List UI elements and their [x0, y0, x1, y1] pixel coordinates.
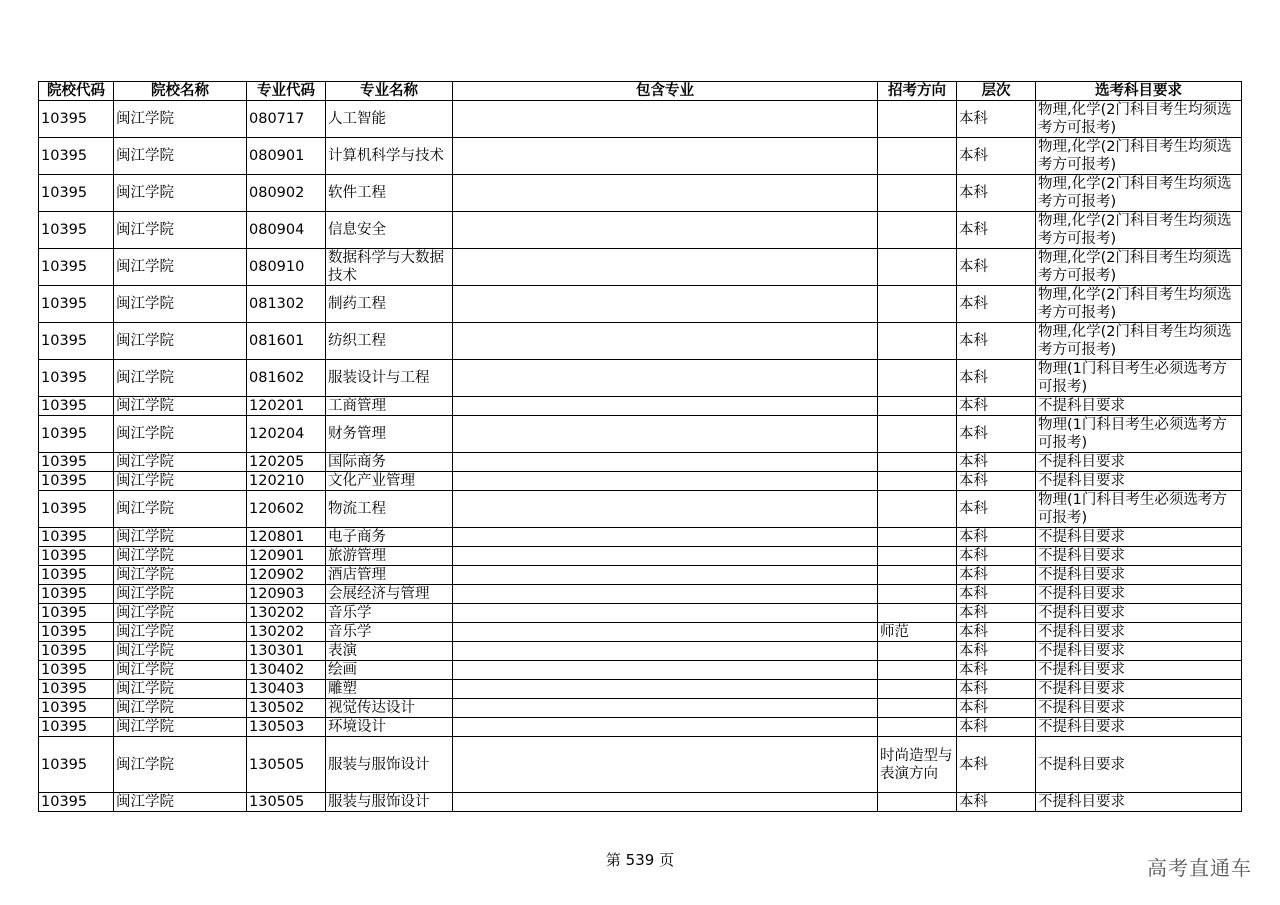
table-body	[39, 101, 1242, 812]
cell-level: 本科	[957, 175, 1036, 212]
admissions-table	[38, 81, 1242, 812]
cell-school-code: 10395	[39, 623, 114, 642]
cell-major-code: 120602	[247, 491, 326, 528]
cell-direction	[878, 585, 957, 604]
cell-major-code: 080901	[247, 138, 326, 175]
cell-included-majors	[453, 680, 878, 699]
cell-included-majors	[453, 661, 878, 680]
cell-direction	[878, 212, 957, 249]
cell-level: 本科	[957, 528, 1036, 547]
cell-school-code: 10395	[39, 491, 114, 528]
cell-included-majors	[453, 472, 878, 491]
cell-major-code: 120903	[247, 585, 326, 604]
cell-subject-requirement: 不提科目要求	[1036, 699, 1242, 718]
table-row	[39, 585, 1242, 604]
cell-subject-requirement: 不提科目要求	[1036, 472, 1242, 491]
cell-included-majors	[453, 249, 878, 286]
table-row	[39, 249, 1242, 286]
cell-level: 本科	[957, 680, 1036, 699]
cell-included-majors	[453, 547, 878, 566]
cell-direction	[878, 286, 957, 323]
header-major-name: 专业名称	[326, 82, 453, 101]
cell-school-name: 闽江学院	[114, 585, 247, 604]
cell-subject-requirement: 物理,化学(2门科目考生均须选考方可报考)	[1036, 286, 1242, 323]
cell-direction	[878, 175, 957, 212]
table-row	[39, 566, 1242, 585]
cell-level: 本科	[957, 453, 1036, 472]
cell-school-code: 10395	[39, 699, 114, 718]
cell-direction	[878, 642, 957, 661]
cell-school-code: 10395	[39, 249, 114, 286]
cell-school-name: 闽江学院	[114, 680, 247, 699]
cell-subject-requirement: 物理(1门科目考生必须选考方可报考)	[1036, 360, 1242, 397]
cell-subject-requirement: 不提科目要求	[1036, 547, 1242, 566]
cell-major-name: 服装与服饰设计	[326, 793, 453, 812]
table-row	[39, 397, 1242, 416]
cell-direction	[878, 604, 957, 623]
cell-school-name: 闽江学院	[114, 472, 247, 491]
table-row	[39, 360, 1242, 397]
cell-subject-requirement: 不提科目要求	[1036, 680, 1242, 699]
cell-school-name: 闽江学院	[114, 793, 247, 812]
cell-school-name: 闽江学院	[114, 397, 247, 416]
cell-major-name: 音乐学	[326, 604, 453, 623]
cell-school-code: 10395	[39, 680, 114, 699]
cell-included-majors	[453, 623, 878, 642]
cell-major-code: 130202	[247, 604, 326, 623]
cell-school-name: 闽江学院	[114, 249, 247, 286]
cell-included-majors	[453, 566, 878, 585]
cell-included-majors	[453, 737, 878, 793]
cell-included-majors	[453, 323, 878, 360]
cell-included-majors	[453, 491, 878, 528]
cell-subject-requirement: 不提科目要求	[1036, 585, 1242, 604]
cell-level: 本科	[957, 623, 1036, 642]
cell-level: 本科	[957, 286, 1036, 323]
cell-level: 本科	[957, 642, 1036, 661]
cell-direction	[878, 699, 957, 718]
cell-level: 本科	[957, 212, 1036, 249]
cell-subject-requirement: 物理(1门科目考生必须选考方可报考)	[1036, 491, 1242, 528]
cell-direction	[878, 793, 957, 812]
table-row	[39, 604, 1242, 623]
cell-major-name: 旅游管理	[326, 547, 453, 566]
cell-major-code: 130505	[247, 737, 326, 793]
cell-school-name: 闽江学院	[114, 323, 247, 360]
cell-subject-requirement: 物理,化学(2门科目考生均须选考方可报考)	[1036, 249, 1242, 286]
cell-school-name: 闽江学院	[114, 642, 247, 661]
cell-major-name: 音乐学	[326, 623, 453, 642]
cell-included-majors	[453, 138, 878, 175]
cell-major-code: 130503	[247, 718, 326, 737]
cell-included-majors	[453, 718, 878, 737]
cell-school-name: 闽江学院	[114, 491, 247, 528]
cell-school-code: 10395	[39, 642, 114, 661]
cell-direction	[878, 718, 957, 737]
cell-subject-requirement: 不提科目要求	[1036, 718, 1242, 737]
cell-level: 本科	[957, 138, 1036, 175]
cell-level: 本科	[957, 547, 1036, 566]
cell-major-code: 120201	[247, 397, 326, 416]
cell-included-majors	[453, 286, 878, 323]
cell-included-majors	[453, 101, 878, 138]
table-row	[39, 547, 1242, 566]
cell-school-code: 10395	[39, 138, 114, 175]
watermark: 高考直通车	[1147, 856, 1252, 880]
cell-subject-requirement: 不提科目要求	[1036, 623, 1242, 642]
cell-school-code: 10395	[39, 737, 114, 793]
table-row	[39, 528, 1242, 547]
cell-school-code: 10395	[39, 585, 114, 604]
cell-school-name: 闽江学院	[114, 416, 247, 453]
cell-level: 本科	[957, 793, 1036, 812]
cell-major-name: 制药工程	[326, 286, 453, 323]
cell-direction	[878, 453, 957, 472]
header-subject-requirement: 选考科目要求	[1036, 82, 1242, 101]
cell-school-name: 闽江学院	[114, 360, 247, 397]
cell-direction	[878, 397, 957, 416]
cell-subject-requirement: 物理(1门科目考生必须选考方可报考)	[1036, 416, 1242, 453]
cell-major-name: 纺织工程	[326, 323, 453, 360]
table-row	[39, 323, 1242, 360]
header-school-name: 院校名称	[114, 82, 247, 101]
cell-major-name: 软件工程	[326, 175, 453, 212]
cell-major-code: 130403	[247, 680, 326, 699]
cell-major-code: 120801	[247, 528, 326, 547]
cell-subject-requirement: 不提科目要求	[1036, 793, 1242, 812]
cell-school-name: 闽江学院	[114, 101, 247, 138]
cell-major-name: 表演	[326, 642, 453, 661]
cell-school-name: 闽江学院	[114, 661, 247, 680]
cell-included-majors	[453, 416, 878, 453]
cell-school-name: 闽江学院	[114, 718, 247, 737]
header-included-majors: 包含专业	[453, 82, 878, 101]
cell-major-name: 雕塑	[326, 680, 453, 699]
cell-included-majors	[453, 212, 878, 249]
cell-direction	[878, 472, 957, 491]
cell-major-code: 120902	[247, 566, 326, 585]
header-level: 层次	[957, 82, 1036, 101]
table-row	[39, 416, 1242, 453]
cell-level: 本科	[957, 566, 1036, 585]
cell-subject-requirement: 不提科目要求	[1036, 661, 1242, 680]
cell-included-majors	[453, 699, 878, 718]
cell-subject-requirement: 物理,化学(2门科目考生均须选考方可报考)	[1036, 101, 1242, 138]
cell-subject-requirement: 物理,化学(2门科目考生均须选考方可报考)	[1036, 212, 1242, 249]
cell-school-name: 闽江学院	[114, 528, 247, 547]
cell-direction	[878, 680, 957, 699]
cell-major-code: 081302	[247, 286, 326, 323]
table-row	[39, 642, 1242, 661]
cell-major-name: 数据科学与大数据技术	[326, 249, 453, 286]
cell-major-name: 绘画	[326, 661, 453, 680]
cell-included-majors	[453, 793, 878, 812]
cell-level: 本科	[957, 397, 1036, 416]
cell-direction: 时尚造型与表演方向	[878, 737, 957, 793]
cell-major-name: 财务管理	[326, 416, 453, 453]
cell-level: 本科	[957, 585, 1036, 604]
header-row	[39, 82, 1242, 101]
cell-school-code: 10395	[39, 212, 114, 249]
table-row	[39, 472, 1242, 491]
cell-major-name: 物流工程	[326, 491, 453, 528]
cell-school-code: 10395	[39, 360, 114, 397]
table-row	[39, 491, 1242, 528]
cell-school-code: 10395	[39, 547, 114, 566]
cell-included-majors	[453, 397, 878, 416]
cell-included-majors	[453, 453, 878, 472]
cell-major-name: 计算机科学与技术	[326, 138, 453, 175]
cell-included-majors	[453, 528, 878, 547]
cell-major-code: 130402	[247, 661, 326, 680]
cell-school-name: 闽江学院	[114, 212, 247, 249]
cell-major-name: 视觉传达设计	[326, 699, 453, 718]
cell-level: 本科	[957, 360, 1036, 397]
cell-subject-requirement: 不提科目要求	[1036, 642, 1242, 661]
cell-major-code: 130301	[247, 642, 326, 661]
cell-level: 本科	[957, 249, 1036, 286]
cell-subject-requirement: 不提科目要求	[1036, 528, 1242, 547]
header-major-code: 专业代码	[247, 82, 326, 101]
cell-school-name: 闽江学院	[114, 737, 247, 793]
cell-major-name: 电子商务	[326, 528, 453, 547]
cell-direction	[878, 101, 957, 138]
cell-level: 本科	[957, 699, 1036, 718]
cell-school-code: 10395	[39, 604, 114, 623]
table-row	[39, 138, 1242, 175]
cell-major-name: 服装设计与工程	[326, 360, 453, 397]
cell-subject-requirement: 不提科目要求	[1036, 737, 1242, 793]
cell-school-code: 10395	[39, 566, 114, 585]
table-row	[39, 212, 1242, 249]
cell-major-name: 国际商务	[326, 453, 453, 472]
cell-level: 本科	[957, 604, 1036, 623]
cell-school-code: 10395	[39, 472, 114, 491]
cell-school-name: 闽江学院	[114, 547, 247, 566]
cell-major-code: 130505	[247, 793, 326, 812]
table-row	[39, 175, 1242, 212]
table-row	[39, 101, 1242, 138]
cell-level: 本科	[957, 472, 1036, 491]
cell-school-code: 10395	[39, 661, 114, 680]
cell-direction	[878, 360, 957, 397]
cell-included-majors	[453, 585, 878, 604]
cell-major-name: 会展经济与管理	[326, 585, 453, 604]
cell-school-name: 闽江学院	[114, 286, 247, 323]
cell-major-code: 080904	[247, 212, 326, 249]
cell-direction	[878, 528, 957, 547]
cell-school-code: 10395	[39, 793, 114, 812]
cell-major-code: 120901	[247, 547, 326, 566]
cell-subject-requirement: 不提科目要求	[1036, 604, 1242, 623]
cell-direction	[878, 416, 957, 453]
cell-direction	[878, 249, 957, 286]
cell-school-name: 闽江学院	[114, 566, 247, 585]
table-row	[39, 453, 1242, 472]
cell-major-code: 080902	[247, 175, 326, 212]
cell-school-code: 10395	[39, 416, 114, 453]
cell-major-code: 081601	[247, 323, 326, 360]
cell-school-code: 10395	[39, 397, 114, 416]
cell-major-name: 环境设计	[326, 718, 453, 737]
cell-subject-requirement: 物理,化学(2门科目考生均须选考方可报考)	[1036, 175, 1242, 212]
cell-subject-requirement: 物理,化学(2门科目考生均须选考方可报考)	[1036, 138, 1242, 175]
table-row	[39, 737, 1242, 793]
cell-major-name: 信息安全	[326, 212, 453, 249]
cell-major-code: 120205	[247, 453, 326, 472]
cell-level: 本科	[957, 737, 1036, 793]
cell-school-name: 闽江学院	[114, 453, 247, 472]
table-row	[39, 623, 1242, 642]
cell-major-code: 081602	[247, 360, 326, 397]
cell-major-code: 080717	[247, 101, 326, 138]
cell-included-majors	[453, 175, 878, 212]
cell-included-majors	[453, 360, 878, 397]
cell-major-code: 080910	[247, 249, 326, 286]
cell-level: 本科	[957, 718, 1036, 737]
cell-subject-requirement: 不提科目要求	[1036, 566, 1242, 585]
cell-major-name: 酒店管理	[326, 566, 453, 585]
cell-school-name: 闽江学院	[114, 623, 247, 642]
cell-major-code: 130202	[247, 623, 326, 642]
table-row	[39, 793, 1242, 812]
table-row	[39, 680, 1242, 699]
cell-direction: 师范	[878, 623, 957, 642]
cell-school-code: 10395	[39, 453, 114, 472]
cell-level: 本科	[957, 661, 1036, 680]
table-row	[39, 699, 1242, 718]
cell-school-code: 10395	[39, 323, 114, 360]
cell-school-name: 闽江学院	[114, 138, 247, 175]
cell-school-code: 10395	[39, 528, 114, 547]
table-row	[39, 286, 1242, 323]
cell-direction	[878, 661, 957, 680]
cell-subject-requirement: 不提科目要求	[1036, 397, 1242, 416]
cell-direction	[878, 491, 957, 528]
cell-school-code: 10395	[39, 718, 114, 737]
cell-level: 本科	[957, 323, 1036, 360]
header-school-code: 院校代码	[39, 82, 114, 101]
cell-school-name: 闽江学院	[114, 699, 247, 718]
cell-level: 本科	[957, 101, 1036, 138]
table-row	[39, 718, 1242, 737]
cell-major-name: 工商管理	[326, 397, 453, 416]
cell-level: 本科	[957, 416, 1036, 453]
cell-included-majors	[453, 604, 878, 623]
cell-level: 本科	[957, 491, 1036, 528]
cell-direction	[878, 566, 957, 585]
cell-direction	[878, 323, 957, 360]
table-row	[39, 661, 1242, 680]
cell-direction	[878, 547, 957, 566]
cell-major-name: 文化产业管理	[326, 472, 453, 491]
cell-direction	[878, 138, 957, 175]
cell-school-code: 10395	[39, 101, 114, 138]
cell-major-code: 130502	[247, 699, 326, 718]
cell-school-name: 闽江学院	[114, 604, 247, 623]
cell-major-code: 120204	[247, 416, 326, 453]
cell-subject-requirement: 不提科目要求	[1036, 453, 1242, 472]
page-number: 第 539 页	[605, 851, 675, 869]
cell-major-name: 人工智能	[326, 101, 453, 138]
cell-included-majors	[453, 642, 878, 661]
cell-major-code: 120210	[247, 472, 326, 491]
cell-school-name: 闽江学院	[114, 175, 247, 212]
cell-subject-requirement: 物理,化学(2门科目考生均须选考方可报考)	[1036, 323, 1242, 360]
cell-school-code: 10395	[39, 286, 114, 323]
header-direction: 招考方向	[878, 82, 957, 101]
cell-major-name: 服装与服饰设计	[326, 737, 453, 793]
cell-school-code: 10395	[39, 175, 114, 212]
